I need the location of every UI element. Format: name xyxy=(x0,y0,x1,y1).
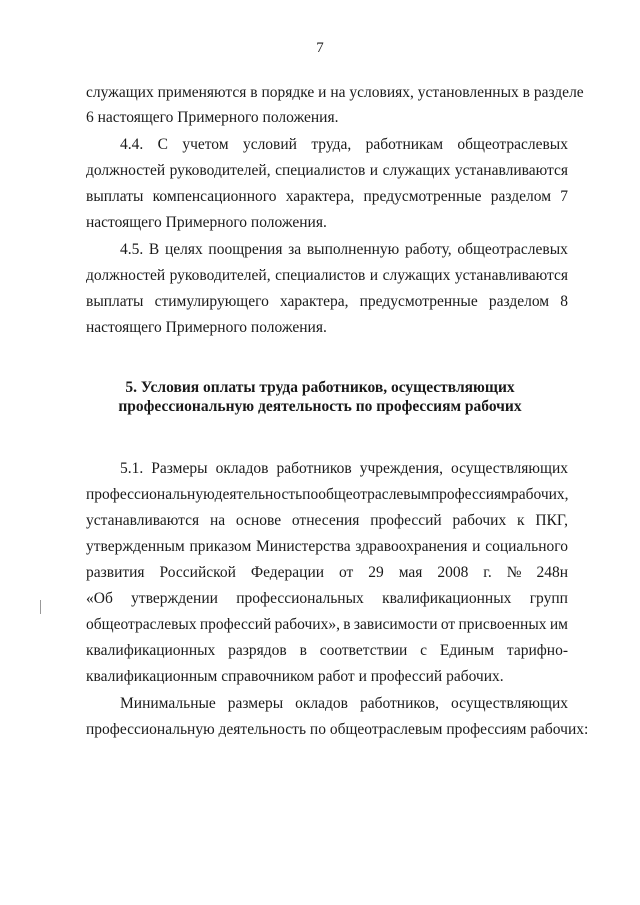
word: устанавливаются xyxy=(454,267,568,284)
word: 2008 xyxy=(437,564,469,581)
word: квалификационных xyxy=(86,642,216,659)
word: утвержденным xyxy=(86,538,185,555)
paragraph-4-5-line-4: настоящего Примерного положения. xyxy=(86,319,327,336)
paragraph-4-4-line-4: настоящего Примерного положения. xyxy=(86,214,327,231)
word: С xyxy=(157,136,168,153)
word: за xyxy=(288,241,302,258)
word: ПКГ, xyxy=(535,512,568,529)
word: осуществляющих xyxy=(451,695,568,712)
word: профессий xyxy=(199,616,272,633)
word: Федерации xyxy=(250,564,325,581)
word: условий xyxy=(242,136,297,153)
paragraph-4-5-line-2 xyxy=(86,266,568,286)
word: присвоенных xyxy=(458,616,547,633)
word: 4.4. xyxy=(120,136,144,153)
word: утверждении xyxy=(131,590,218,607)
word: «Об xyxy=(86,590,113,607)
paragraph-5-1-line-3 xyxy=(86,511,568,531)
word: профессиям xyxy=(430,486,511,503)
paragraph-4-4-line-1 xyxy=(120,135,568,155)
word: основе xyxy=(235,512,282,529)
word: характера, xyxy=(285,188,355,205)
word: и xyxy=(369,267,379,284)
word: приказом xyxy=(189,538,252,555)
margin-mark xyxy=(40,600,41,614)
word: развития xyxy=(86,564,145,581)
paragraph-5-1-line-1 xyxy=(120,459,568,479)
word: работникам xyxy=(365,136,444,153)
word: рабочих», xyxy=(274,616,340,633)
paragraph-min-line-1 xyxy=(120,694,568,714)
word: стимулирующего xyxy=(154,293,269,310)
word: 7 xyxy=(560,188,568,205)
word: социального xyxy=(485,538,568,555)
word: специалистов xyxy=(275,267,366,284)
word: служащих xyxy=(382,162,451,179)
paragraph-5-1-line-2 xyxy=(86,485,568,505)
word: предусмотренные xyxy=(363,188,482,205)
word: профессий xyxy=(370,512,442,529)
text-line: 6 настоящего Примерного положения. xyxy=(86,109,339,126)
word: 8 xyxy=(560,293,568,310)
word: рабочих, xyxy=(510,486,569,503)
word: мая xyxy=(398,564,423,581)
word: разделом xyxy=(488,293,550,310)
word: № xyxy=(506,564,522,581)
word: специалистов xyxy=(275,162,366,179)
page-number: 7 xyxy=(316,40,324,56)
word: осуществляющих xyxy=(451,460,568,477)
word: разделом xyxy=(490,188,552,205)
word: общеотраслевым xyxy=(318,486,431,503)
word: поощрения xyxy=(208,241,283,258)
paragraph-5-1-line-4 xyxy=(86,537,568,557)
word: и xyxy=(472,538,481,555)
word: общеотраслевых xyxy=(457,136,568,153)
word: выполненную xyxy=(306,241,400,258)
text: служащих применяются в порядке и на условиях, установленных в разделе xyxy=(86,84,584,101)
word: к xyxy=(517,512,525,529)
word: выплаты xyxy=(86,293,144,310)
word: В xyxy=(148,241,160,258)
word: в xyxy=(343,616,351,633)
word: профессиональную xyxy=(86,486,215,503)
paragraph-5-1-line-7 xyxy=(86,615,568,635)
word: тарифно- xyxy=(506,642,568,659)
word: по xyxy=(302,486,319,503)
word: работу, xyxy=(404,241,452,258)
section-5-title-line-1: 5. Условия оплаты труда работников, осуществляющих xyxy=(125,379,515,396)
paragraph-5-1-line-9: квалификационным справочником работ и профессий рабочих. xyxy=(86,668,504,685)
word: общеотраслевых xyxy=(457,241,568,258)
word: разрядов xyxy=(228,642,287,659)
word: 29 xyxy=(368,564,384,581)
word: устанавливаются xyxy=(86,512,200,529)
word: 4.5. xyxy=(120,241,144,258)
word: групп xyxy=(529,590,568,607)
word: руководителей, xyxy=(169,162,271,179)
word: Минимальные xyxy=(120,695,216,712)
paragraph-4-4-line-2 xyxy=(86,161,568,181)
word: и xyxy=(369,162,379,179)
word: руководителей, xyxy=(169,267,271,284)
word: зависимости xyxy=(353,616,438,633)
text-line xyxy=(86,83,584,103)
word: 248н xyxy=(536,564,568,581)
word: окладов xyxy=(295,695,348,712)
word: Размеры xyxy=(151,460,208,477)
word: Министерства xyxy=(256,538,351,555)
paragraph-4-5-line-3 xyxy=(86,292,568,312)
word: от xyxy=(440,616,456,633)
word: 5.1. xyxy=(120,460,144,477)
word: должностей xyxy=(86,267,166,284)
word: служащих xyxy=(382,267,451,284)
word: Единым xyxy=(439,642,495,659)
word: окладов xyxy=(215,460,269,477)
word: Российской xyxy=(159,564,236,581)
word: с xyxy=(420,642,428,659)
word: г. xyxy=(483,564,492,581)
word: учетом xyxy=(182,136,229,153)
word: рабочих xyxy=(452,512,507,529)
paragraph-5-1-line-8 xyxy=(86,641,568,661)
word: им xyxy=(549,616,568,633)
word: соответствии xyxy=(319,642,408,659)
word: труда, xyxy=(311,136,352,153)
word: квалификационных xyxy=(382,590,512,607)
paragraph-5-1-line-5 xyxy=(86,563,568,583)
word: выплаты xyxy=(86,188,144,205)
word: профессиональных xyxy=(236,590,364,607)
word: предусмотренные xyxy=(359,293,478,310)
paragraph-min-line-2: профессиональную деятельность по общеотраслевым профессиям рабочих: xyxy=(86,721,589,738)
word: размеры xyxy=(227,695,284,712)
paragraph-4-5-line-1 xyxy=(120,240,568,260)
word: деятельность xyxy=(214,486,303,503)
word: здравоохранения xyxy=(355,538,468,555)
paragraph-4-4-line-3 xyxy=(86,187,568,207)
word: компенсационного xyxy=(152,188,277,205)
word: на xyxy=(209,512,226,529)
word: целях xyxy=(164,241,203,258)
word: от xyxy=(338,564,354,581)
word: устанавливаются xyxy=(454,162,568,179)
word: должностей xyxy=(86,162,166,179)
word: в xyxy=(299,642,307,659)
paragraph-5-1-line-6 xyxy=(86,589,568,609)
word: отнесения xyxy=(291,512,360,529)
word: характера, xyxy=(279,293,349,310)
word: работников, xyxy=(359,695,440,712)
word: учреждения, xyxy=(359,460,443,477)
section-5-title-line-2: профессиональную деятельность по профессиям рабочих xyxy=(118,398,522,415)
word: общеотраслевых xyxy=(86,616,197,633)
word: работников xyxy=(276,460,352,477)
